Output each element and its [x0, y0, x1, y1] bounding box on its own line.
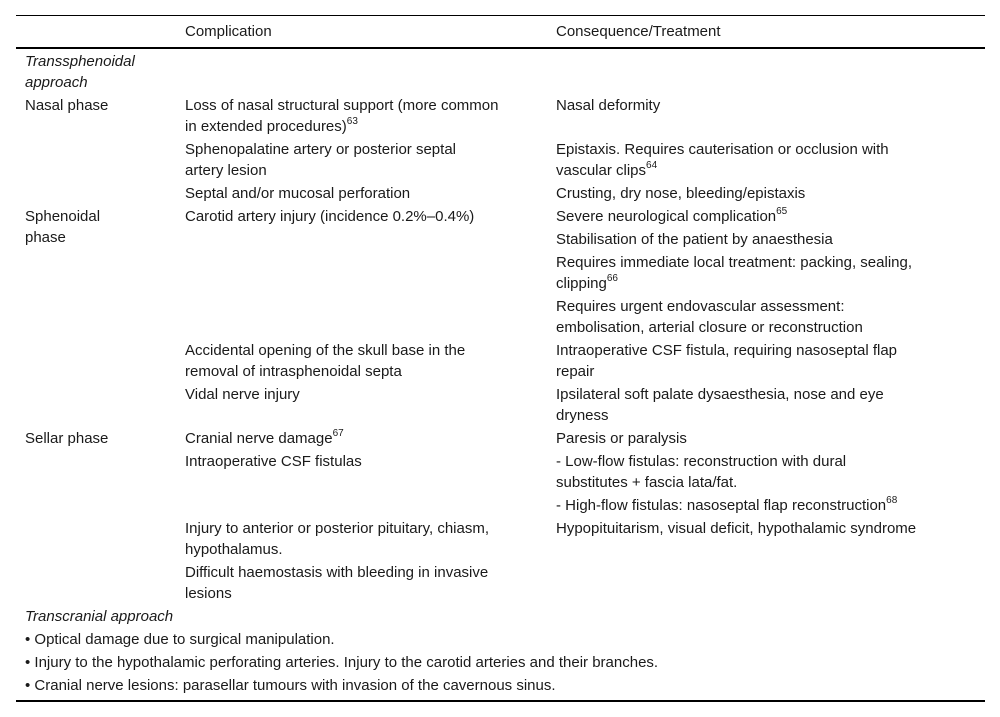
reference-65: 65	[776, 206, 788, 217]
complication-sphenoidal-3: Vidal nerve injury	[185, 386, 300, 403]
section-title-transcranial: Transcranial approach	[25, 608, 174, 625]
consequence-sellar-2a-line2: substitutes + fascia lata/fat.	[556, 474, 738, 491]
consequence-nasal-3: Crusting, dry nose, bleeding/epistaxis	[556, 185, 806, 202]
table-bottom-rule	[16, 700, 985, 702]
complication-sellar-3: Injury to anterior or posterior pituitary, chiasm,	[185, 520, 490, 537]
section-title-transsphenoidal: Transsphenoidal	[25, 53, 135, 70]
table-top-rule	[16, 15, 985, 16]
reference-63: 63	[346, 116, 358, 127]
complication-sphenoidal-1: Carotid artery injury (incidence 0.2%–0.4%)	[185, 208, 475, 225]
complication-nasal-3: Septal and/or mucosal perforation	[185, 185, 411, 202]
complication-sellar-1: Cranial nerve damage$^{67}$	[185, 428, 344, 447]
complication-sellar-2: Intraoperative CSF fistulas	[185, 453, 362, 470]
reference-68: 68	[886, 495, 898, 506]
consequence-sphenoidal-2-line2: repair	[556, 363, 595, 380]
complication-nasal-2: Sphenopalatine artery or posterior septal	[185, 141, 456, 158]
transcranial-item-2: • Injury to the hypothalamic perforating arteries. Injury to the carotid arteries and their branches.	[25, 654, 659, 671]
consequence-nasal-2: Epistaxis. Requires cauterisation or occlusion with	[556, 141, 889, 158]
consequence-sellar-2a: - Low-flow fistulas: reconstruction with dural	[556, 453, 847, 470]
column-header-consequence: Consequence/Treatment	[556, 23, 721, 40]
reference-67: 67	[332, 428, 344, 439]
complication-nasal-1-line2: in extended procedures)$^{63}$	[185, 116, 358, 135]
complication-sphenoidal-2-line2: removal of intrasphenoidal septa	[185, 363, 402, 380]
consequence-sphenoidal-1c: Requires immediate local treatment: packing, sealing,	[556, 254, 913, 271]
complication-sellar-4-line2: lesions	[185, 585, 232, 602]
complication-sellar-3-line2: hypothalamus.	[185, 541, 283, 558]
reference-64: 64	[646, 160, 658, 171]
consequence-nasal-2-line2: vascular clips$^{64}$	[556, 160, 658, 179]
consequence-sphenoidal-1d: Requires urgent endovascular assessment:	[556, 298, 845, 315]
section-title-transsphenoidal-line2: approach	[25, 74, 88, 91]
consequence-sphenoidal-1a: Severe neurological complication$^{65}$	[556, 206, 788, 225]
complication-nasal-1: Loss of nasal structural support (more common	[185, 97, 499, 114]
transcranial-item-1: • Optical damage due to surgical manipulation.	[25, 631, 335, 648]
consequence-sphenoidal-2: Intraoperative CSF fistula, requiring nasoseptal flap	[556, 342, 898, 359]
phase-label-nasal: Nasal phase	[25, 97, 109, 114]
phase-label-sellar: Sellar phase	[25, 430, 109, 447]
consequence-sphenoidal-3-line2: dryness	[556, 407, 609, 424]
table-header-rule	[16, 47, 985, 49]
consequence-sphenoidal-1b: Stabilisation of the patient by anaesthesia	[556, 231, 833, 248]
transcranial-item-3: • Cranial nerve lesions: parasellar tumours with invasion of the cavernous sinus.	[25, 677, 556, 694]
consequence-sellar-3: Hypopituitarism, visual deficit, hypothalamic syndrome	[556, 520, 917, 537]
consequence-sphenoidal-3: Ipsilateral soft palate dysaesthesia, nose and eye	[556, 386, 884, 403]
consequence-sphenoidal-1c-line2: clipping$^{66}$	[556, 273, 618, 292]
reference-66: 66	[606, 273, 618, 284]
complication-sphenoidal-2: Accidental opening of the skull base in the	[185, 342, 466, 359]
column-header-complication: Complication	[185, 23, 272, 40]
phase-label-sphenoidal: Sphenoidal	[25, 208, 101, 225]
consequence-sphenoidal-1d-line2: embolisation, arterial closure or reconstruction	[556, 319, 863, 336]
complication-sellar-4: Difficult haemostasis with bleeding in invasive	[185, 564, 489, 581]
phase-label-sphenoidal-line2: phase	[25, 229, 66, 246]
consequence-sellar-2b: - High-flow fistulas: nasoseptal flap reconstruction$^{68}$	[556, 495, 898, 514]
consequence-sellar-1: Paresis or paralysis	[556, 430, 687, 447]
complication-nasal-2-line2: artery lesion	[185, 162, 267, 179]
consequence-nasal-1: Nasal deformity	[556, 97, 661, 114]
